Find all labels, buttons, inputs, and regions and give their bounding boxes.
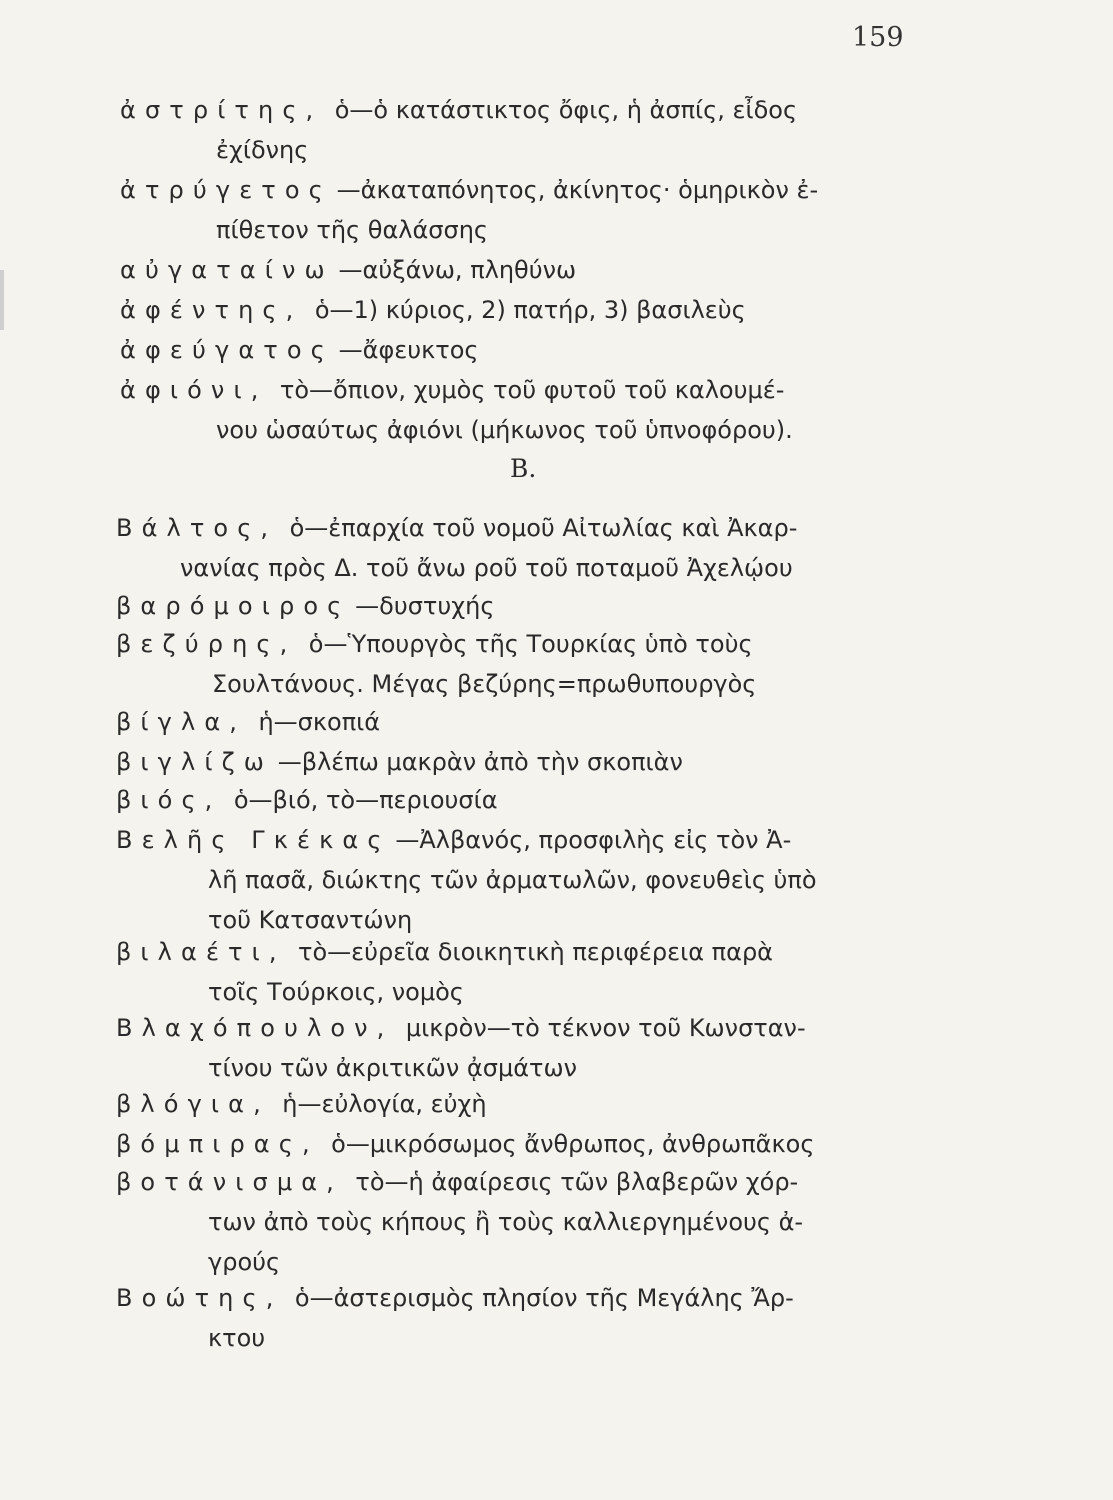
entry [116,586,494,626]
entry-definition: ὁ—ἀστερισμὸς πλησίον τῆς Μεγάλης Ἄρ- [294,1284,794,1312]
entry [116,780,498,820]
entry-term: ἀστρίτης, [120,96,323,124]
entry-definition: ὁ—ὁ κατάστικτος ὄφις, ἡ ἀσπίς, εἶδος [334,96,798,124]
entry-definition: ὁ—βιό, τὸ—περιουσία [233,786,498,814]
entry-term: βοτάνισμα, [116,1168,343,1196]
entry-term: βαρόμοιρος [116,592,351,620]
entry-continuation: λῆ πασᾶ, διώκτης τῶν ἀρματωλῶν, φονευθεὶς ὑπὸ [208,866,817,894]
entry-term: βιγλίζω [116,748,273,776]
entry-definition: ὁ—μικρόσωμος ἄνθρωπος, ἀνθρωπᾶκος [331,1130,815,1158]
entry-continuation: ἐχίδνης [216,136,309,164]
entry-term: ἀφιόνι, [120,376,268,404]
entry-continuation: Σουλτάνους. Μέγας βεζύρης=πρωθυπουργὸς [212,670,757,698]
entry-continuation: κτου [208,1324,266,1352]
entry-definition: —Ἀλβανός, προσφιλὴς εἰς τὸν Ἀ- [395,826,792,854]
entry [116,820,817,940]
entry-definition: ὁ—1) κύριος, 2) πατήρ, 3) βασιλεὺς [314,296,746,324]
entry-continuation: πίθετον τῆς θαλάσσης [216,216,489,244]
entry-term: βίγλα, [116,708,247,736]
entry [116,508,797,588]
entry-term: Βλαχόπουλον, [116,1014,394,1042]
entry [120,330,479,370]
entry-continuation: γρούς [208,1248,281,1276]
entry [120,250,576,290]
entry [120,90,797,170]
entry-term: Βοώτης, [116,1284,283,1312]
entry-continuation: τοῖς Τούρκοις, νομὸς [208,978,464,1006]
entry-continuation: τίνου τῶν ἀκριτικῶν ᾀσμάτων [208,1054,577,1082]
entry-term: βιός, [116,786,222,814]
entry-term: αὐγαταίνω [120,256,334,284]
entry-term: Βάλτος, [116,514,278,542]
entry [116,1008,806,1088]
entry-definition: —ἀκαταπόνητος, ἀκίνητος· ὁμηρικὸν ἐ- [336,176,819,204]
entry-definition: τὸ—ἡ ἀφαίρεσις τῶν βλαβερῶν χόρ- [355,1168,799,1196]
entry [116,932,773,1012]
entry [120,370,793,450]
section-heading-b: Β. [510,454,537,483]
entry [116,742,683,782]
entry-definition: τὸ—εὐρεῖα διοικητικὴ περιφέρεια παρὰ [298,938,774,966]
entry-definition: ὁ—ἐπαρχία τοῦ νομοῦ Αἰτωλίας καὶ Ἀκαρ- [289,514,798,542]
entry-continuation: νου ὡσαύτως ἀφιόνι (μήκωνος τοῦ ὑπνοφόρου). [216,416,793,444]
entry [116,1162,803,1282]
entry-definition: ἡ—εὐλογία, εὐχὴ [282,1090,487,1118]
entry-continuation: τοῦ Κατσαντώνη [208,906,413,934]
entry [116,1124,814,1164]
entry-definition: ἡ—σκοπιά [258,708,381,736]
entry-term: βεζύρης, [116,630,297,658]
entry [116,1278,794,1358]
entry-definition: μικρὸν—τὸ τέκνον τοῦ Κωνσταν- [405,1014,806,1042]
entry-term: Βελῆς Γκέκας [116,826,391,854]
entry-term: βλόγια, [116,1090,270,1118]
entry [116,624,756,704]
entry-continuation: των ἀπὸ τοὺς κήπους ἢ τοὺς καλλιεργημένους ἀ- [208,1208,804,1236]
entry [116,702,380,742]
entry-term: ἀφέντης, [120,296,303,324]
entry-term: ἀφεύγατος [120,336,334,364]
entry-definition: —βλέπω μακρὰν ἀπὸ τὴν σκοπιὰν [277,748,683,776]
entry-definition: ὁ—Ὑπουργὸς τῆς Τουρκίας ὑπὸ τοὺς [308,630,753,658]
entry [120,170,818,250]
entry [120,290,746,330]
entry [116,1084,487,1124]
entry-definition: —δυστυχής [355,592,495,620]
entry-term: ἀτρύγετος [120,176,332,204]
entry-continuation: νανίας πρὸς Δ. τοῦ ἄνω ροῦ τοῦ ποταμοῦ Ἀχελῴου [180,554,793,582]
entry-definition: —ἄφευκτος [338,336,479,364]
entry-definition: —αὐξάνω, πληθύνω [338,256,577,284]
entry-definition: τὸ—ὄπιον, χυμὸς τοῦ φυτοῦ τοῦ καλουμέ- [279,376,785,404]
page-number: 159 [852,22,904,53]
page-edge-mark [0,270,4,330]
entry-term: βιλαέτι, [116,938,286,966]
entry-term: βόμπιρας, [116,1130,319,1158]
